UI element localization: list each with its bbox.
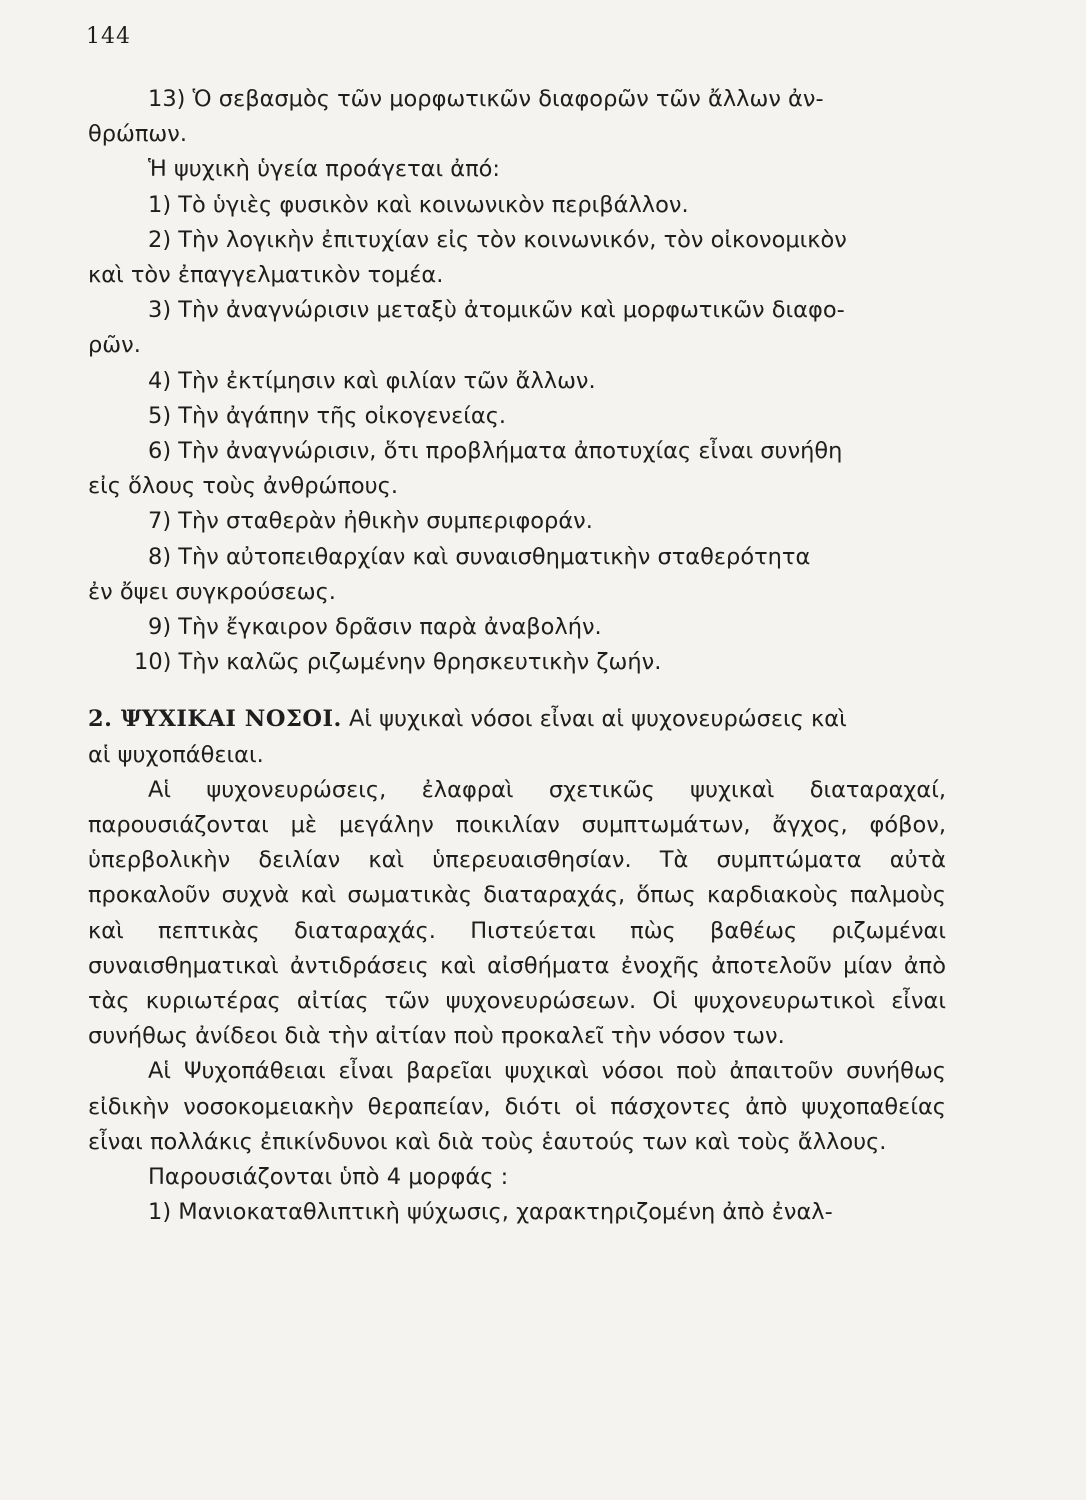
list-item-5: 5) Τὴν ἀγάπην τῆς οἰκογενείας.	[148, 402, 507, 429]
list-item-8-line-2: ἐν ὄψει συγκρούσεως.	[88, 578, 336, 605]
psychopathies-paragraph: Αἱ Ψυχοπάθειαι εἶναι βαρεῖαι ψυχικαὶ νόσοι ποὺ ἀπαιτοῦν συνήθως εἰδικὴν νοσοκομειακὴν θεραπείαν, διότι οἱ πάσχοντες ἀπὸ ψυχοπαθείας εἶναι πολλάκις ἐπικίνδυνοι καὶ διὰ τοὺς ἑαυτούς των καὶ τοὺς ἄλλους.	[88, 1058, 946, 1155]
section-2-heading: 2. ΨΥΧΙΚΑΙ ΝΟΣΟΙ.	[88, 706, 342, 733]
list-item-4: 4) Τὴν ἐκτίμησιν καὶ φιλίαν τῶν ἄλλων.	[148, 367, 596, 394]
mental-health-intro: Ἡ ψυχικὴ ὑγεία προάγεται ἀπό:	[148, 156, 500, 183]
list-item-1: 1) Τὸ ὑγιὲς φυσικὸν καὶ κοινωνικὸν περιβάλλον.	[148, 191, 689, 218]
list-item-9: 9) Τὴν ἔγκαιρον δρᾶσιν παρὰ ἀναβολήν.	[148, 614, 602, 641]
list-item-6-line-2: εἰς ὅλους τοὺς ἀνθρώπους.	[88, 473, 399, 500]
list-item-2-line-2: καὶ τὸν ἐπαγγελματικὸν τομέα.	[88, 262, 444, 289]
list-item-3-line-1: 3) Τὴν ἀναγνώρισιν μεταξὺ ἀτομικῶν καὶ μορφωτικῶν διαφο-	[148, 297, 845, 324]
list-item-7: 7) Τὴν σταθερὰν ἠθικὴν συμπεριφοράν.	[148, 508, 593, 535]
page-body	[88, 82, 946, 1231]
section-2-lead-line-2: αἱ ψυχοπάθειαι.	[88, 741, 264, 768]
list-item-3-line-2: ρῶν.	[88, 332, 141, 359]
list-item-6-line-1: 6) Τὴν ἀναγνώρισιν, ὅτι προβλήματα ἀποτυχίας εἶναι συνήθη	[148, 438, 843, 465]
form-1: 1) Μανιοκαταθλιπτικὴ ψύχωσις, χαρακτηριζομένη ἀπὸ ἐναλ-	[148, 1199, 833, 1226]
item-13-line-2: θρώπων.	[88, 121, 187, 148]
page-number: 144	[86, 24, 131, 49]
neuroses-paragraph: Αἱ ψυχονευρώσεις, ἐλαφραὶ σχετικῶς ψυχικαὶ διαταραχαί, παρουσιάζονται μὲ μεγάλην ποικιλίαν συμπτωμάτων, ἄγχος, φόβον, ὑπερβολικὴν δειλίαν καὶ ὑπερευαισθησίαν. Τὰ συμπτώματα αὐτὰ προκαλοῦν συχνὰ καὶ σωματικὰς διαταραχάς, ὅπως καρδιακοὺς παλμοὺς καὶ πεπτικὰς διαταραχάς. Πιστεύεται πὼς βαθέως ριζωμέναι συναισθηματικαὶ ἀντιδράσεις καὶ αἰσθήματα ἐνοχῆς ἀποτελοῦν μίαν ἀπὸ τὰς κυριωτέρας αἰτίας τῶν ψυχονευρώσεων. Οἱ ψυχονευρωτικοὶ εἶναι συνήθως ἀνίδεοι διὰ τὴν αἰτίαν ποὺ προκαλεῖ τὴν νόσον των.	[88, 776, 946, 1050]
list-item-2-line-1: 2) Τὴν λογικὴν ἐπιτυχίαν εἰς τὸν κοινωνικόν, τὸν οἰκονομικὸν	[148, 226, 847, 253]
section-2-lead: Αἱ ψυχικαὶ νόσοι εἶναι αἱ ψυχονευρώσεις καὶ	[348, 706, 847, 733]
section-2-intro	[88, 702, 946, 737]
list-item-10: 10) Τὴν καλῶς ριζωμένην θρησκευτικὴν ζωήν.	[134, 649, 662, 676]
forms-intro: Παρουσιάζονται ὑπὸ 4 μορφάς :	[148, 1164, 509, 1191]
item-13-line-1: 13) Ὁ σεβασμὸς τῶν μορφωτικῶν διαφορῶν τῶν ἄλλων ἀν-	[148, 86, 824, 112]
list-item-8-line-1: 8) Τὴν αὐτοπειθαρχίαν καὶ συναισθηματικὴν σταθερότητα	[148, 543, 811, 570]
